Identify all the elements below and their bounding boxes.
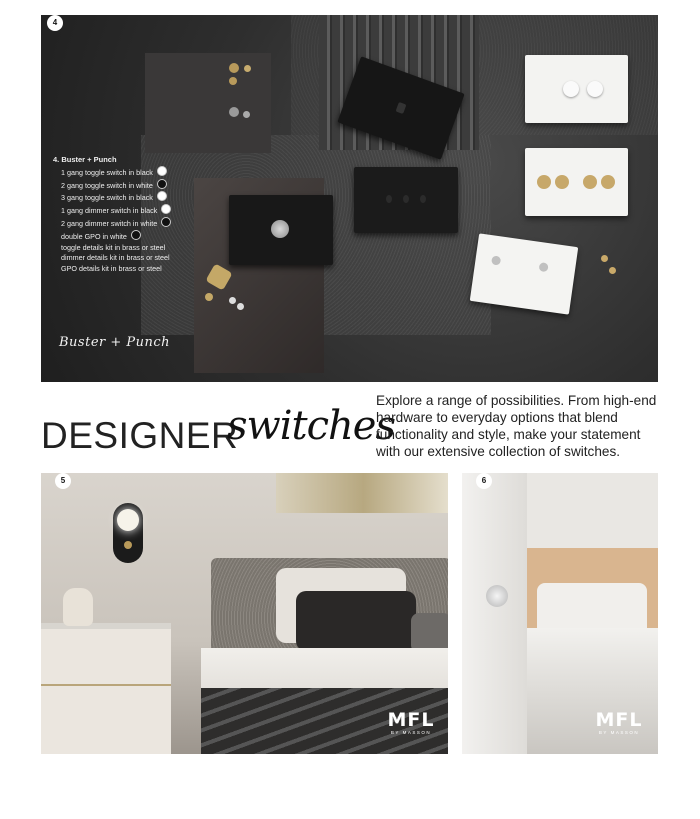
color-swatch: [157, 191, 167, 201]
legend-item-text: 3 gang toggle switch in black: [61, 193, 153, 203]
page-number-badge: 4: [47, 15, 63, 31]
toggle-lever: [396, 102, 407, 114]
leather-tile: [145, 53, 271, 153]
brass-screw: [609, 267, 616, 274]
legend-item: [53, 264, 171, 275]
legend-item-text: 2 gang toggle switch in white: [61, 180, 153, 190]
heading-switches-script: switches: [227, 403, 395, 449]
gpo-switch: [539, 262, 549, 272]
page-number-badge: 6: [476, 473, 492, 489]
legend-title: 4. Buster + Punch: [53, 155, 117, 164]
brass-toggle: [583, 175, 597, 189]
one-gang-dimmer-black: [229, 195, 333, 265]
dimmer-knob: [563, 81, 579, 97]
three-gang-toggle-black: [354, 167, 458, 233]
steel-screw: [229, 297, 236, 304]
legend-item: [53, 217, 171, 230]
wall-artwork: [276, 473, 448, 513]
dimmer-knob: [271, 220, 289, 238]
legend-item-text: 2 gang dimmer switch in white: [61, 218, 158, 228]
logo-sub: BY MASSON: [598, 730, 640, 735]
brass-knob: [124, 541, 132, 549]
brass-screw: [229, 77, 237, 85]
gpo-switch: [491, 255, 501, 265]
drawer-line: [41, 684, 171, 686]
toggle-lever: [386, 195, 392, 203]
color-swatch: [161, 204, 171, 214]
light-disc: [117, 509, 139, 531]
bedroom-photo: [41, 473, 448, 754]
steel-toggle-kit: [229, 107, 239, 117]
two-gang-dimmer-white: [525, 55, 628, 123]
legend-item-text: 1 gang dimmer switch in black: [61, 206, 158, 216]
page-number-badge: 5: [55, 473, 71, 489]
product-legend: [53, 155, 171, 275]
dimmer-knob: [587, 81, 603, 97]
legend-item-text: toggle details kit in brass or steel: [61, 242, 166, 252]
cushion: [411, 613, 448, 653]
buster-punch-logo: Buster + Punch: [59, 335, 171, 350]
legend-item-text: dimmer details kit in brass or steel: [61, 253, 170, 263]
toggle-lever: [420, 195, 426, 203]
vase: [63, 588, 93, 626]
brass-screw: [205, 293, 213, 301]
heading-designer: DESIGNER: [41, 415, 239, 456]
legend-item: [53, 179, 171, 192]
steel-screw: [237, 303, 244, 310]
mfl-logo: [381, 711, 441, 735]
color-swatch: [161, 217, 171, 227]
brass-toggle: [601, 175, 615, 189]
brass-toggle: [555, 175, 569, 189]
brass-screw: [244, 65, 251, 72]
legend-list: [53, 166, 171, 275]
toggle-lever: [403, 195, 409, 203]
two-gang-toggle-white: [525, 148, 628, 216]
brass-screw: [601, 255, 608, 262]
door: [462, 473, 527, 754]
mfl-logo: [589, 711, 649, 735]
steel-screw: [243, 111, 250, 118]
door-knob: [486, 585, 508, 607]
bed-linen: [527, 628, 658, 754]
intro-paragraph: Explore a range of possibilities. From high-end hardware to everyday options that blend functionality and style, make your statement with our extensive collection of switches.: [376, 393, 657, 459]
section-heading: [41, 403, 395, 457]
legend-item: [53, 191, 171, 204]
legend-item-text: double GPO in white: [61, 231, 127, 241]
moodboard-photo: [41, 15, 658, 382]
logo-sub: BY MASSON: [390, 730, 432, 735]
double-gpo-white: [470, 233, 578, 314]
color-swatch: [157, 166, 167, 176]
logo-mark: MFL: [387, 709, 435, 731]
color-swatch: [157, 179, 167, 189]
dark-cushion: [296, 591, 416, 651]
legend-item-text: GPO details kit in brass or steel: [61, 264, 162, 274]
doorway-photo: [462, 473, 658, 754]
brass-toggle: [537, 175, 551, 189]
bedside-table: [41, 623, 171, 754]
legend-item: [53, 204, 171, 217]
legend-item: [53, 253, 171, 264]
legend-item: [53, 166, 171, 179]
color-swatch: [131, 230, 141, 240]
legend-item: [53, 230, 171, 243]
wall-light: [113, 503, 143, 563]
logo-mark: MFL: [595, 709, 643, 731]
legend-item: [53, 243, 171, 254]
legend-item-text: 1 gang toggle switch in black: [61, 167, 153, 177]
brass-toggle-kit: [229, 63, 239, 73]
